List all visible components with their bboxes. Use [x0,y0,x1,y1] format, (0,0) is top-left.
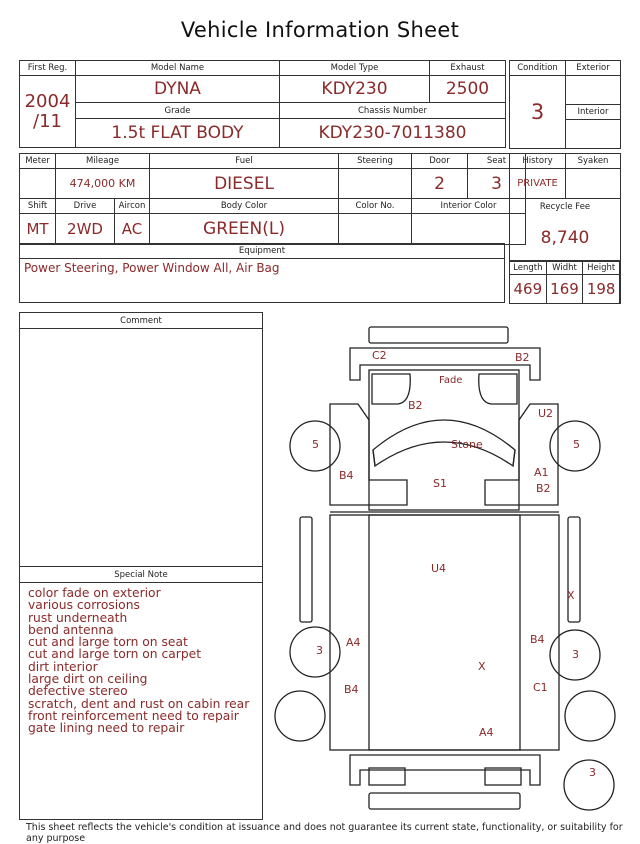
color-no-label: Color No. [339,199,412,214]
damage-mark: B4 [530,633,545,646]
seat-value: 3 [468,169,526,199]
shift-label: Shift [20,199,56,214]
fuel-value: DIESEL [150,169,339,199]
interior-color-label: Interior Color [412,199,526,214]
length-label: Length [510,261,547,274]
special-note-item: various corrosions [28,598,140,613]
mileage-label: Mileage [56,154,150,169]
special-note-item: dirt interior [28,659,98,674]
page-title: Vehicle Information Sheet [180,18,460,42]
aircon-label: Aircon [115,199,150,214]
damage-mark: 3 [572,648,579,661]
interior-label: Interior [566,105,621,120]
damage-mark: U2 [538,407,554,420]
width-value: 169 [546,274,583,303]
equipment-label: Equipment [238,246,286,256]
damage-mark: Stone [451,438,483,451]
history-label: History [510,154,566,169]
rear-right-outer-wheel [565,691,615,741]
damage-mark: U4 [431,562,447,575]
rear-bumper [350,755,540,785]
left-side-panel [300,517,312,622]
drive-label: Drive [56,199,115,214]
damage-mark: X [567,589,575,602]
grade-label: Grade [76,103,280,118]
damage-mark: X [478,660,486,673]
cargo-bed [330,515,559,750]
windshield [373,420,515,466]
special-note-item: bend antenna [28,622,114,637]
damage-mark: 5 [573,438,580,451]
damage-mark: B2 [408,399,423,412]
damage-mark: 3 [316,644,323,657]
recycle-value: 8,740 [540,228,590,248]
model-name-value: DYNA [76,76,280,103]
special-note-item: defective stereo [28,684,128,699]
rear-left-outer-wheel [275,691,325,741]
special-note-item: cut and large torn on seat [28,635,188,650]
model-name-label: Model Name [76,61,280,76]
door-value: 2 [412,169,468,199]
left-headlamp [372,374,410,404]
damage-mark: 3 [589,766,596,779]
exhaust-value: 2500 [430,76,506,103]
right-headlamp [479,374,517,404]
special-note-item: cut and large torn on carpet [28,647,202,662]
shift-value: MT [20,214,56,245]
body-color-label: Body Color [150,199,339,214]
body-color-value: GREEN(L) [150,214,339,245]
model-type-value: KDY230 [280,76,430,103]
damage-mark: B2 [536,482,551,495]
disclaimer-footer: This sheet reflects the vehicle's condition at issuance and does not guarantee its current state, functionality, or suitability for any purpose [26,822,623,844]
damage-mark: B4 [339,469,354,482]
syaken-label: Syaken [566,154,621,169]
rear-step [369,793,520,809]
first-reg-label: First Reg. [20,61,76,76]
damage-mark: 5 [312,438,319,451]
height-label: Height [583,261,620,274]
exterior-label: Exterior [566,61,621,76]
meter-label: Meter [20,154,56,169]
special-note-item: color fade on exterior [28,586,161,600]
drive-value: 2WD [56,214,115,245]
recycle-label: Recycle Fee [539,202,591,212]
condition-label: Condition [510,61,566,76]
damage-mark: Fade [439,375,463,386]
front-bumper [369,327,508,343]
special-note-item: large dirt on ceiling [28,672,148,687]
chassis-label: Chassis Number [280,103,506,118]
cargo-floor [369,515,520,750]
damage-mark: C1 [533,681,548,694]
chassis-value: KDY230-7011380 [280,118,506,147]
exhaust-label: Exhaust [430,61,506,76]
history-value: PRIVATE [510,169,566,199]
mileage-value: 474,000 KM [56,169,150,199]
model-type-label: Model Type [280,61,430,76]
first-reg-year: 2004 [24,90,71,112]
special-note-item: gate lining need to repair [28,721,185,736]
steering-label: Steering [339,154,412,169]
special-note-label: Special Note [114,570,168,580]
door-label: Door [412,154,468,169]
damage-mark: A4 [346,636,361,649]
seat-label: Seat [468,154,526,169]
height-value: 198 [583,274,620,303]
condition-value: 3 [510,76,566,149]
special-note-item: scratch, dent and rust on cabin rear [28,696,250,711]
length-value: 469 [510,274,547,303]
special-note-item: front reinforcement need to repair [28,708,239,723]
equipment-value: Power Steering, Power Window All, Air Bag [24,261,280,275]
grade-value: 1.5t FLAT BODY [76,118,280,147]
first-reg-month: /11 [33,110,62,132]
damage-mark: B2 [515,351,530,364]
damage-mark: S1 [433,477,447,490]
width-label: Widht [546,261,583,274]
right-side-panel [568,517,580,622]
fuel-label: Fuel [150,154,339,169]
rear-left-wheel [290,627,340,677]
damage-mark: B4 [344,683,359,696]
damage-mark: A4 [479,726,494,739]
comment-label: Comment [120,316,162,326]
damage-mark: C2 [372,349,387,362]
aircon-value: AC [115,214,150,245]
damage-mark: A1 [534,466,549,479]
special-note-item: rust underneath [28,610,128,625]
